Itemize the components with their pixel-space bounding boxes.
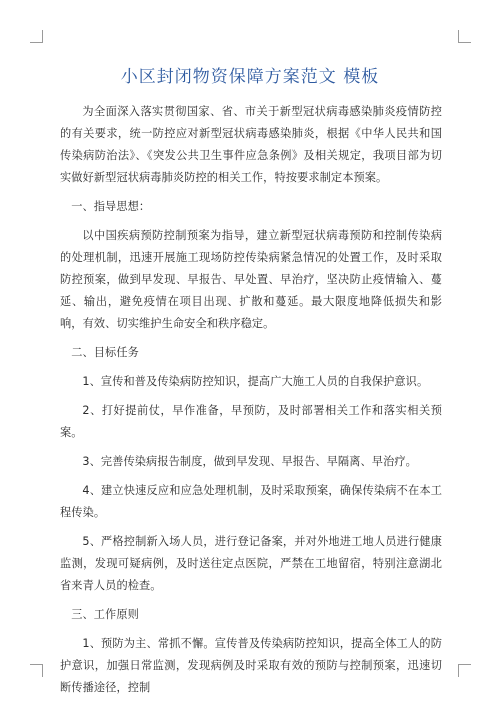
objective-item-5: 5、严格控制新入场人员，进行登记备案，并对外地进工地人员进行健康监测，发现可疑病例，及时送往定点医院，严禁在工地留宿，特别注意湖北省来青人员的检查。 [60,535,442,592]
section-heading-principles: 三、工作原则 [71,608,139,621]
principle-item-1: 1、预防为主、常抓不懈。宣传普及传染病防控知识，提高全体工人的防护意识，加强日常监测，发现病例及时采取有效的预防与控制预案，迅速切断传播途径，控制 [60,637,442,694]
objective-item-4: 4、建立快速反应和应急处理机制，及时采取预案，确保传染病不在本工程传染。 [60,484,442,519]
section-heading-objectives: 二、目标任务 [71,346,139,359]
intro-paragraph: 为全面深入落实贯彻国家、省、市关于新型冠状病毒感染肺炎疫情防控的有关要求，统一防控应对新型冠状病毒感染肺炎，根据《中华人民共和国传染病防治法》、《突发公共卫生事件应急条例》及相关规定，我项目部为切实做好新型冠状病毒肺炎防控的相关工作，特按要求制定本预案。 [60,105,442,184]
document-title: 小区封闭物资保障方案范文 模板 [120,67,380,87]
document-body [60,101,442,706]
objective-item-1: 1、宣传和普及传染病防控知识，提高广大施工人员的自我保护意识。 [82,375,429,388]
corner-mark-bottom-left [30,664,43,677]
corner-mark-top-left [30,30,43,43]
corner-mark-top-right [458,30,471,43]
objective-item-3: 3、完善传染病报告制度，做到早发现、早报告、早隔离、早治疗。 [82,455,417,468]
section-heading-guiding-ideology: 一、指导思想： [71,200,151,213]
guiding-ideology-paragraph: 以中国疾病预防控制预案为指导，建立新型冠状病毒预防和控制传染病的处理机制，迅速开展施工现场防控传染病紧急情况的处置工作，及时采取防控预案，做到早发现、早报告、早处置、早治疗，坚决防止疫情输入、蔓延、输出，避免疫情在项目出现、扩散和蔓延。最大限度地降低损失和影响，有效、切实维护生命安全和秩序稳定。 [60,229,442,330]
objective-item-2: 2、打好提前仗，早作准备，早预防，及时部署相关工作和落实相关预案。 [60,404,442,439]
corner-mark-bottom-right [458,664,471,677]
